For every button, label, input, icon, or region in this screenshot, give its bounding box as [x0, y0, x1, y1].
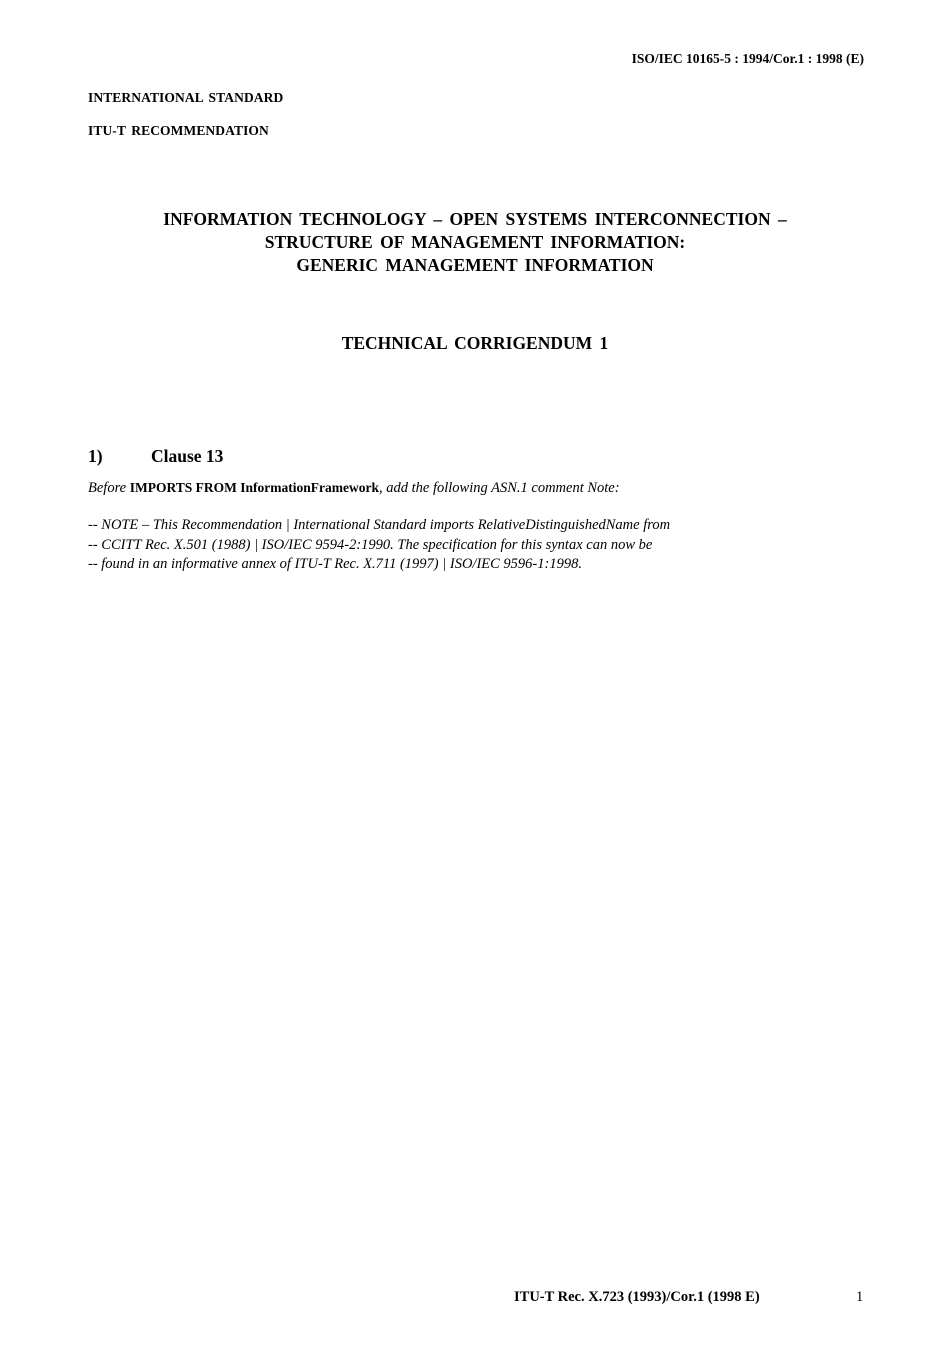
- header-reference: ISO/IEC 10165-5 : 1994/Cor.1 : 1998 (E): [631, 51, 864, 66]
- section-number: 1): [88, 446, 103, 466]
- instruction-keyword: IMPORTS FROM InformationFramework: [129, 480, 379, 495]
- page-number: 1: [856, 1289, 864, 1305]
- document-type-recommendation: ITU-T RECOMMENDATION: [88, 123, 269, 138]
- title-line-3: GENERIC MANAGEMENT INFORMATION: [296, 255, 654, 275]
- title-line-1: INFORMATION TECHNOLOGY – OPEN SYSTEMS INTERCONNECTION –: [163, 209, 787, 229]
- document-title: [0, 208, 950, 277]
- instruction-after: , add the following ASN.1 comment Note:: [379, 480, 620, 496]
- section-heading: Clause 13: [151, 446, 224, 466]
- instruction-before: Before: [88, 480, 130, 496]
- title-line-2: STRUCTURE OF MANAGEMENT INFORMATION:: [264, 232, 686, 252]
- note-line-1: -- NOTE – This Recommendation | International Standard imports RelativeDistinguishedName from: [88, 517, 671, 533]
- section-instruction: [88, 480, 620, 497]
- asn1-comment-note: [88, 516, 670, 575]
- note-line-2: -- CCITT Rec. X.501 (1988) | ISO/IEC 9594-2:1990. The specification for this syntax can now be: [88, 536, 653, 553]
- corrigendum-title: TECHNICAL CORRIGENDUM 1: [341, 333, 609, 353]
- note-line-3: -- found in an informative annex of ITU-T Rec. X.711 (1997) | ISO/IEC 9596-1:1998.: [88, 556, 582, 572]
- document-type-standard: INTERNATIONAL STANDARD: [88, 90, 284, 105]
- footer-reference: ITU-T Rec. X.723 (1993)/Cor.1 (1998 E): [514, 1289, 760, 1305]
